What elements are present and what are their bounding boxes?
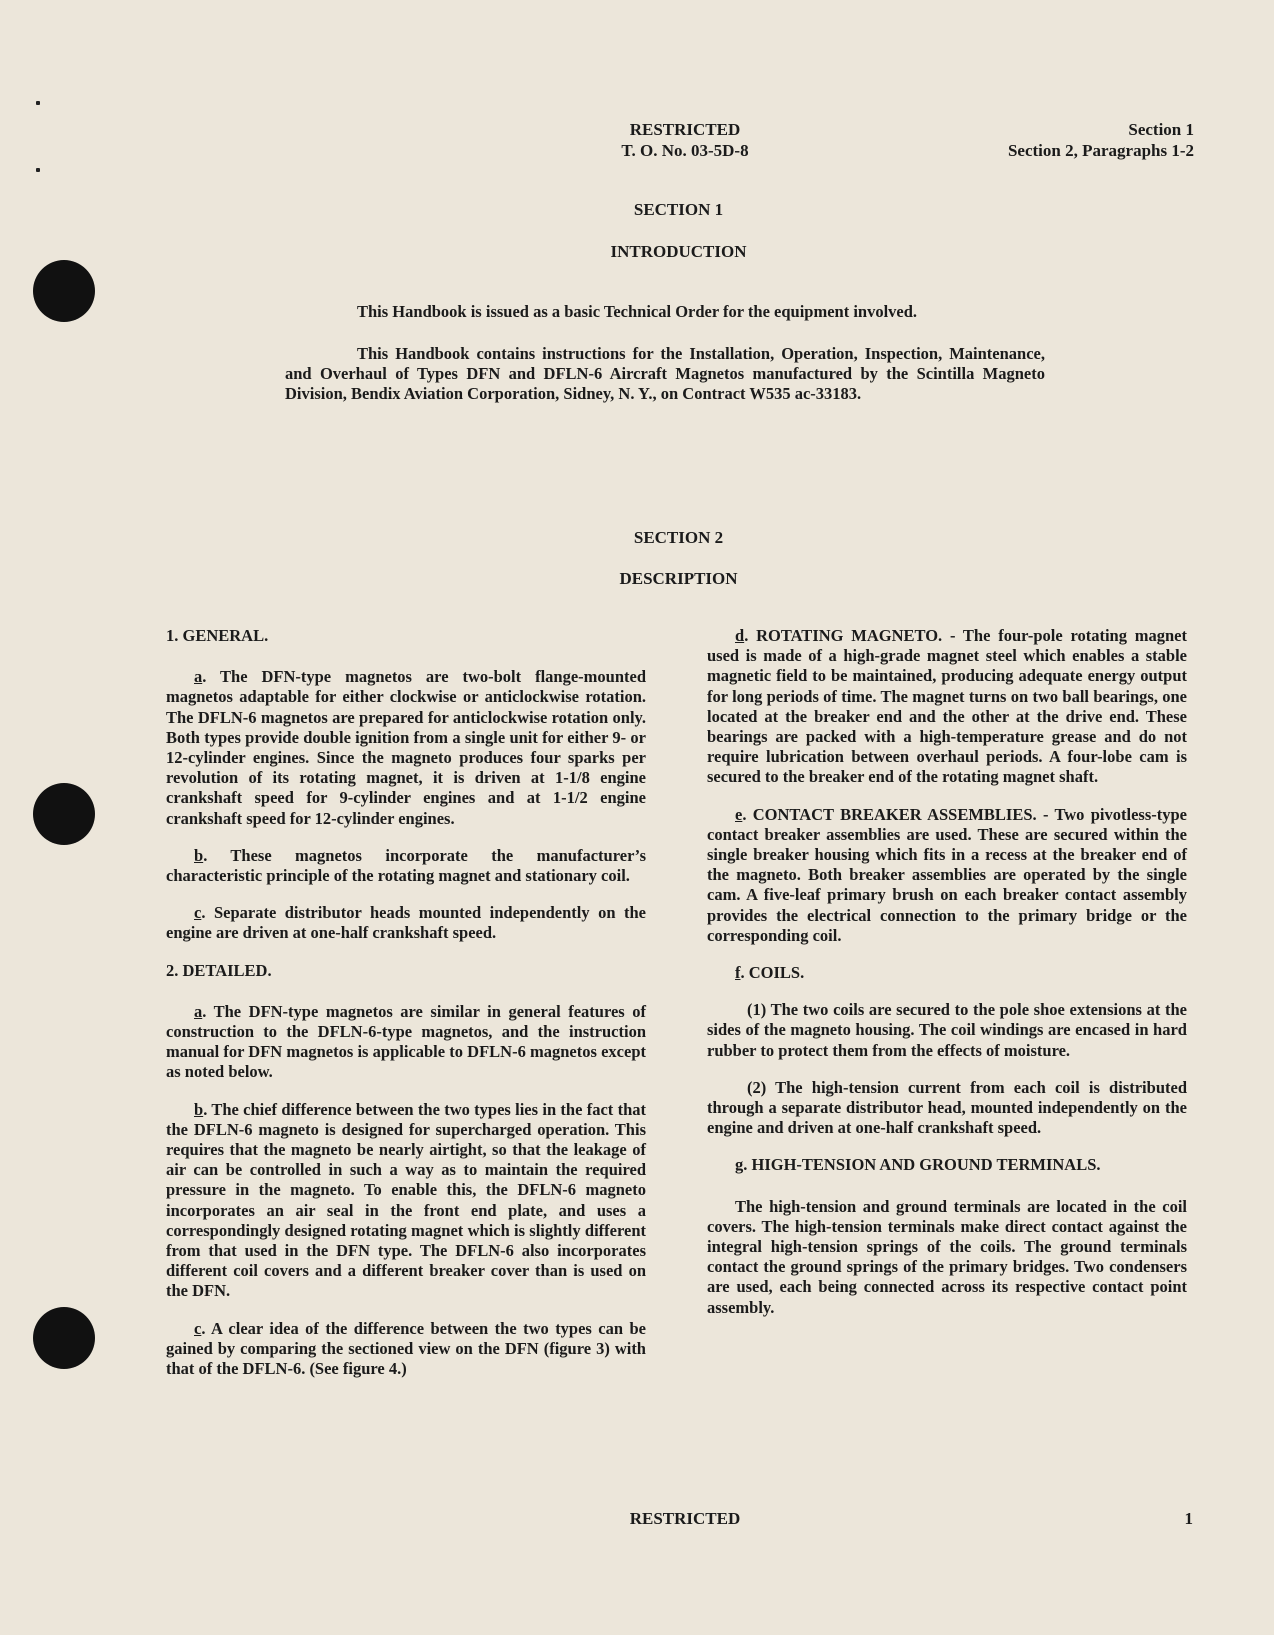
binder-hole-top [33, 260, 95, 322]
margin-mark [36, 168, 40, 172]
terminals-heading: g. HIGH-TENSION AND GROUND TERMINALS. [735, 1155, 1101, 1175]
coils-para-2: (2) The high-tension current from each coil is distributed through a separate distributor head, mounted independently on the engine and driven at one-half crankshaft speed. [707, 1077, 1187, 1138]
detailed-heading: 2. DETAILED. [166, 960, 272, 980]
terminals-para: The high-tension and ground terminals are located in the coil covers. The high-tension terminals make direct contact against the integral high-tension springs of the coils. The ground terminals contact the ground springs of the primary bridges. Two condensers are used, each being connected across its respective contact point assembly. [707, 1196, 1187, 1317]
page-number: 1 [1184, 1509, 1193, 1528]
general-heading: 1. GENERAL. [166, 626, 269, 645]
coils-para-1: (1) The two coils are secured to the pole shoe extensions at the sides of the magneto housing. The coil windings are encased in hard rubber to protect them from the effects of moisture. [707, 1000, 1187, 1060]
detailed-para-e: e. CONTACT BREAKER ASSEMBLIES. - Two pivotless-type contact breaker assemblies are used. These are secured within the single breaker housing which fits in a recess at the breaker end of the magneto. Both breaker assemblies are operated by the single cam. A five-leaf primary brush on each breaker contact assembly provides the electrical connection to the primary bridge or the corresponding coil. [707, 804, 1187, 945]
right-column [707, 626, 1187, 1335]
section1-title: INTRODUCTION [610, 242, 747, 261]
detailed-para-b: b. The chief difference between the two types lies in the fact that the DFLN-6 magneto is designed for supercharged operation. This requires that the magneto be nearly airtight, so that the leakage of air can be controlled in such a way as to maintain the required pressure in the magneto. To enable this, the DFLN-6 magneto incorporates an air seal in the front end plate, and uses a correspondingly designed rotating magnet which is slightly different from that used in the DFN type. The DFLN-6 also incorporates different coil covers and a different breaker cover than is used on the DFN. [166, 1099, 646, 1301]
detailed-para-d: d. ROTATING MAGNETO. - The four-pole rotating magnet used is made of a high-grade magnet steel which enables a stable magnetic field to be maintained, producing adequate energy output for long periods of time. The magnet turns on two ball bearings, one located at the breaker end and the other at the drive end. These bearings are packed with a high-temperature grease and do not require lubrication between overhaul periods. A four-lobe cam is secured to the breaker end of the rotating magnet shaft. [707, 626, 1187, 787]
general-para-c: c. Separate distributor heads mounted independently on the engine are driven at one-half crankshaft speed. [166, 903, 646, 943]
intro-paragraph: This Handbook is issued as a basic Technical Order for the equipment involved. [357, 302, 918, 321]
header-section-ref-2: Section 2, Paragraphs 1-2 [1007, 141, 1194, 160]
general-para-b: b. These magnetos incorporate the manufacturer’s characteristic principle of the rotating magnet and stationary coil. [166, 845, 646, 886]
page-header-right [1008, 119, 1194, 161]
header-to-number: T. O. No. 03-5D-8 [621, 141, 749, 160]
general-para-a: a. The DFN-type magnetos are two-bolt flange-mounted magnetos adaptable for either clockwise or anticlockwise rotation. The DFLN-6 magnetos are prepared for anticlockwise rotation only. Both types provide double ignition from a single unit for either 9- or 12-cylinder engines. Since the magneto produces four sparks per revolution of its rotating magnet, it is driven at 1-1/8 engine crankshaft speed for 9-cylinder engines and at 1-1/2 engine crankshaft speed for 12-cylinder engines. [166, 667, 646, 828]
header-section-ref-1: Section 1 [1128, 120, 1194, 139]
intro-paragraph: This Handbook contains instructions for the Installation, Operation, Inspection, Maintenance, and Overhaul of Types DFN and DFLN-6 Aircraft Magnetos manufactured by the Scintilla Magneto Division, Bendix Aviation Corporation, Sidney, N. Y., on Contract W535 ac-33183. [285, 344, 1045, 403]
section2-number: SECTION 2 [633, 528, 724, 547]
binder-hole-middle [33, 783, 95, 845]
footer-classification: RESTRICTED [629, 1509, 741, 1528]
left-column [166, 626, 646, 1396]
section1-body [285, 302, 1045, 426]
section1-number: SECTION 1 [633, 200, 724, 219]
section2-title: DESCRIPTION [619, 569, 738, 588]
page-header-center [560, 119, 810, 161]
detailed-para-a: a. The DFN-type magnetos are similar in general features of construction to the DFLN-6-type magnetos, and the instruction manual for DFN magnetos is applicable to DFLN-6 magnetos except as noted below. [166, 1001, 646, 1082]
header-classification: RESTRICTED [629, 120, 741, 139]
binder-hole-bottom [33, 1307, 95, 1369]
margin-mark [36, 101, 40, 105]
coils-heading: f. COILS. [735, 963, 805, 983]
detailed-para-c: c. A clear idea of the difference between the two types can be gained by comparing the sectioned view on the DFN (figure 3) with that of the DFLN-6. (See figure 4.) [166, 1318, 646, 1379]
